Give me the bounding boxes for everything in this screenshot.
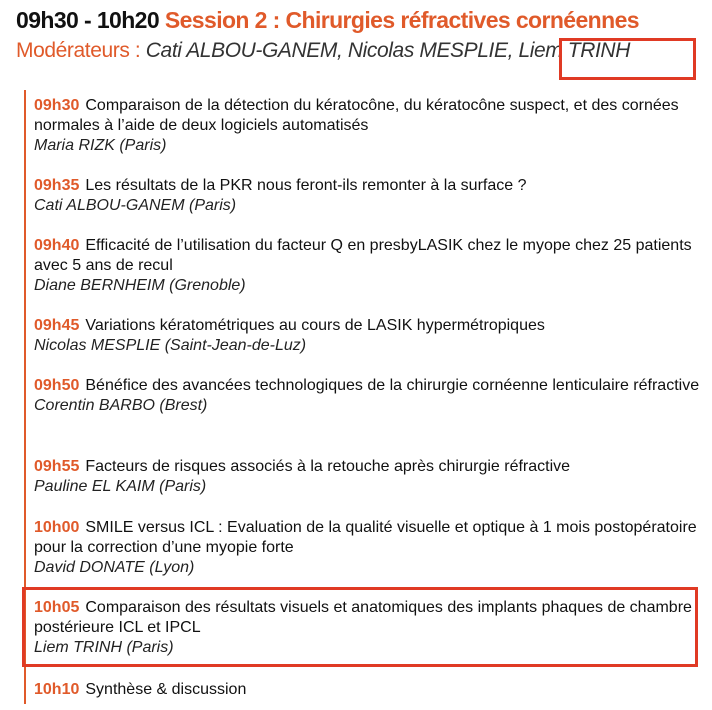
talk-time: 09h35: [34, 177, 80, 194]
talk-item: [34, 376, 700, 416]
moderators-label: Modérateurs :: [16, 39, 141, 62]
talk-item: [34, 457, 700, 497]
talk-time: 10h10: [34, 681, 80, 698]
moderator-highlight-box: [559, 38, 696, 80]
talk-item: [34, 236, 700, 296]
talk-item: [34, 316, 700, 356]
talk-time: 09h50: [34, 377, 80, 394]
talk-time: 09h30: [34, 97, 80, 114]
talk-title: Bénéfice des avancées technologiques de la chirurgie cornéenne lenticulaire réfractive: [85, 377, 700, 394]
talk-speaker: David DONATE (Lyon): [34, 559, 195, 576]
talk-title: Comparaison des résultats visuels et anatomiques des implants phaques de chambre postérieure ICL et IPCL: [34, 599, 692, 636]
moderators-names: Cati ALBOU-GANEM, Nicolas MESPLIE, Liem TRINH: [145, 39, 630, 62]
session-title: Session 2 : Chirurgies réfractives cornéennes: [164, 7, 639, 33]
talk-item: [34, 518, 700, 578]
talk-speaker: Cati ALBOU-GANEM (Paris): [34, 197, 237, 214]
talk-highlight-box: [22, 587, 698, 667]
talk-speaker: Diane BERNHEIM (Grenoble): [34, 277, 246, 294]
talk-speaker: Liem TRINH (Paris): [34, 639, 174, 656]
talk-time: 09h40: [34, 237, 80, 254]
talk-time: 09h45: [34, 317, 80, 334]
talk-time: 10h05: [34, 599, 80, 616]
session-time-range: 09h30 - 10h20: [16, 7, 160, 33]
talk-item: [34, 176, 700, 216]
talk-time: 10h00: [34, 519, 80, 536]
talk-title: SMILE versus ICL : Evaluation de la qualité visuelle et optique à 1 mois postopératoire pour la correction d’une myopie forte: [34, 519, 697, 556]
talk-title: Les résultats de la PKR nous feront-ils remonter à la surface ?: [85, 177, 527, 194]
talk-title: Efficacité de l’utilisation du facteur Q en presbyLASIK chez le myope chez 25 patients avec 5 ans de recul: [34, 237, 692, 274]
talk-item: [34, 96, 700, 156]
talk-title: Variations kératométriques au cours de LASIK hypermétropiques: [85, 317, 545, 334]
talk-title: Synthèse & discussion: [85, 681, 247, 698]
session-title-line: [16, 6, 706, 34]
talk-speaker: Maria RIZK (Paris): [34, 137, 167, 154]
talk-time: 09h55: [34, 458, 80, 475]
talk-speaker: Pauline EL KAIM (Paris): [34, 478, 207, 495]
talk-speaker: Nicolas MESPLIE (Saint-Jean-de-Luz): [34, 337, 307, 354]
talk-title: Comparaison de la détection du kératocône, du kératocône suspect, et des cornées normales à l’aide de deux logiciels automatisés: [34, 97, 679, 134]
talk-speaker: Corentin BARBO (Brest): [34, 397, 208, 414]
talk-title: Facteurs de risques associés à la retouche après chirurgie réfractive: [85, 458, 571, 475]
talk-item: [34, 680, 700, 700]
